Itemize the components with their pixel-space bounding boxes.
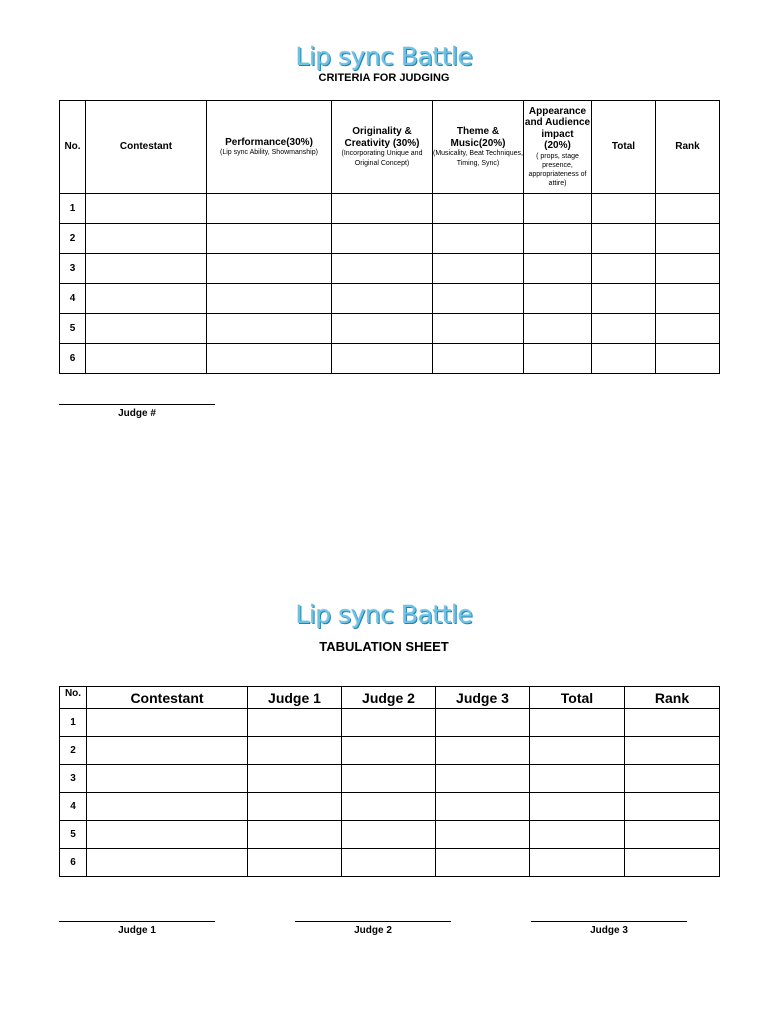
judge-1-cell[interactable]	[248, 765, 342, 793]
judge-2-signature	[295, 921, 451, 936]
signature-line[interactable]	[59, 921, 215, 922]
judge-3-cell[interactable]	[436, 765, 530, 793]
rank-cell[interactable]	[656, 254, 720, 284]
performance-score-cell[interactable]	[207, 344, 332, 374]
row-number: 5	[60, 821, 87, 849]
table-row	[60, 737, 720, 765]
judge-1-cell[interactable]	[248, 709, 342, 737]
signature-line[interactable]	[531, 921, 687, 922]
total-cell[interactable]	[530, 765, 625, 793]
rank-cell[interactable]	[656, 224, 720, 254]
signature-line[interactable]	[295, 921, 451, 922]
signature-label: Judge 3	[590, 925, 628, 936]
total-cell[interactable]	[530, 821, 625, 849]
rank-cell[interactable]	[656, 194, 720, 224]
row-number: 4	[60, 793, 87, 821]
rank-cell[interactable]	[656, 284, 720, 314]
col-header-rank: Rank	[625, 687, 720, 709]
col-header-no: No.	[60, 101, 86, 194]
judge-2-cell[interactable]	[342, 709, 436, 737]
rank-cell[interactable]	[625, 765, 720, 793]
col-header-no: No.	[60, 687, 87, 709]
col-header-total: Total	[530, 687, 625, 709]
contestant-cell[interactable]	[87, 765, 248, 793]
contestant-cell[interactable]	[86, 254, 207, 284]
col-header-judge-3: Judge 3	[436, 687, 530, 709]
judge-3-cell[interactable]	[436, 849, 530, 877]
row-number: 5	[60, 314, 86, 344]
total-cell[interactable]	[592, 344, 656, 374]
judge-2-cell[interactable]	[342, 737, 436, 765]
appearance-score-cell[interactable]	[524, 254, 592, 284]
total-cell[interactable]	[530, 849, 625, 877]
col-header-appearance	[524, 101, 592, 194]
col-header-originality	[332, 101, 433, 194]
tabulation-table	[59, 686, 720, 877]
row-number: 1	[60, 194, 86, 224]
tabulation-title: Lip sync Battle	[295, 600, 473, 629]
originality-score-cell[interactable]	[332, 254, 433, 284]
judge-3-cell[interactable]	[436, 793, 530, 821]
row-number: 2	[60, 737, 87, 765]
judge-1-cell[interactable]	[248, 849, 342, 877]
table-row	[60, 793, 720, 821]
appearance-score-cell[interactable]	[524, 194, 592, 224]
contestant-cell[interactable]	[86, 194, 207, 224]
row-number: 2	[60, 224, 86, 254]
contestant-cell[interactable]	[87, 709, 248, 737]
criteria-title: Lip sync Battle	[295, 42, 473, 71]
judge-3-signature	[531, 921, 687, 936]
total-cell[interactable]	[592, 194, 656, 224]
judge-1-cell[interactable]	[248, 793, 342, 821]
judge-2-cell[interactable]	[342, 849, 436, 877]
judge-2-cell[interactable]	[342, 793, 436, 821]
appearance-score-cell[interactable]	[524, 344, 592, 374]
table-row	[60, 849, 720, 877]
performance-description: (Lip sync Ability, Showmanship)	[220, 149, 318, 157]
criteria-table	[59, 100, 720, 374]
signature-label: Judge 1	[118, 925, 156, 936]
appearance-score-cell[interactable]	[524, 314, 592, 344]
contestant-cell[interactable]	[86, 344, 207, 374]
rank-cell[interactable]	[625, 821, 720, 849]
contestant-cell[interactable]	[87, 793, 248, 821]
theme-score-cell[interactable]	[433, 344, 524, 374]
col-header-total: Total	[592, 101, 656, 194]
table-row	[60, 344, 720, 374]
col-header-contestant: Contestant	[87, 687, 248, 709]
theme-score-cell[interactable]	[433, 254, 524, 284]
theme-score-cell[interactable]	[433, 224, 524, 254]
table-row	[60, 765, 720, 793]
criteria-header-row	[60, 101, 720, 194]
table-row	[60, 224, 720, 254]
row-number: 6	[60, 344, 86, 374]
judge-1-cell[interactable]	[248, 821, 342, 849]
row-number: 3	[60, 765, 87, 793]
criteria-subtitle: CRITERIA FOR JUDGING	[318, 72, 450, 84]
judge-3-cell[interactable]	[436, 737, 530, 765]
col-header-rank: Rank	[656, 101, 720, 194]
judge-signature	[59, 404, 215, 419]
appearance-percentage: (20%)	[544, 140, 571, 152]
appearance-score-cell[interactable]	[524, 284, 592, 314]
contestant-cell[interactable]	[87, 821, 248, 849]
rank-cell[interactable]	[625, 793, 720, 821]
col-header-judge-1: Judge 1	[248, 687, 342, 709]
judge-2-cell[interactable]	[342, 821, 436, 849]
originality-score-cell[interactable]	[332, 194, 433, 224]
judge-3-cell[interactable]	[436, 821, 530, 849]
contestant-cell[interactable]	[86, 284, 207, 314]
performance-score-cell[interactable]	[207, 284, 332, 314]
signature-line[interactable]	[59, 404, 215, 405]
appearance-score-cell[interactable]	[524, 224, 592, 254]
theme-score-cell[interactable]	[433, 314, 524, 344]
table-row	[60, 709, 720, 737]
judge-2-cell[interactable]	[342, 765, 436, 793]
total-cell[interactable]	[592, 224, 656, 254]
row-number: 6	[60, 849, 87, 877]
theme-score-cell[interactable]	[433, 194, 524, 224]
total-cell[interactable]	[530, 709, 625, 737]
originality-score-cell[interactable]	[332, 284, 433, 314]
total-cell[interactable]	[530, 737, 625, 765]
row-number: 4	[60, 284, 86, 314]
signature-label: Judge 2	[354, 925, 392, 936]
originality-score-cell[interactable]	[332, 224, 433, 254]
tabulation-header-row	[60, 687, 720, 709]
col-header-performance	[207, 101, 332, 194]
contestant-cell[interactable]	[86, 224, 207, 254]
total-cell[interactable]	[592, 284, 656, 314]
total-cell[interactable]	[592, 314, 656, 344]
col-header-theme	[433, 101, 524, 194]
theme-label: Theme & Music(20%)	[450, 126, 506, 149]
appearance-description: ( props, stage presence, appropriateness of attire)	[528, 152, 587, 188]
originality-description: (Incorporating Unique and Original Concept)	[341, 150, 423, 167]
judge-3-cell[interactable]	[436, 709, 530, 737]
performance-score-cell[interactable]	[207, 224, 332, 254]
originality-score-cell[interactable]	[332, 314, 433, 344]
col-header-contestant: Contestant	[86, 101, 207, 194]
table-row	[60, 194, 720, 224]
table-row	[60, 314, 720, 344]
rank-cell[interactable]	[656, 344, 720, 374]
rank-cell[interactable]	[625, 849, 720, 877]
contestant-cell[interactable]	[87, 737, 248, 765]
rank-cell[interactable]	[656, 314, 720, 344]
row-number: 1	[60, 709, 87, 737]
table-row	[60, 254, 720, 284]
rank-cell[interactable]	[625, 709, 720, 737]
theme-score-cell[interactable]	[433, 284, 524, 314]
performance-score-cell[interactable]	[207, 314, 332, 344]
originality-label: Originality & Creativity (30%)	[344, 126, 420, 149]
judge-1-signature	[59, 921, 215, 936]
contestant-cell[interactable]	[86, 314, 207, 344]
performance-label: Performance(30%)	[225, 136, 313, 148]
tabulation-subtitle: TABULATION SHEET	[319, 639, 449, 654]
table-row	[60, 821, 720, 849]
col-header-judge-2: Judge 2	[342, 687, 436, 709]
total-cell[interactable]	[592, 254, 656, 284]
originality-score-cell[interactable]	[332, 344, 433, 374]
contestant-cell[interactable]	[87, 849, 248, 877]
table-row	[60, 284, 720, 314]
performance-score-cell[interactable]	[207, 194, 332, 224]
total-cell[interactable]	[530, 793, 625, 821]
row-number: 3	[60, 254, 86, 284]
judge-1-cell[interactable]	[248, 737, 342, 765]
performance-score-cell[interactable]	[207, 254, 332, 284]
rank-cell[interactable]	[625, 737, 720, 765]
signature-label: Judge #	[118, 408, 156, 419]
theme-description: (Musicality, Beat Techniques, Timing, Sync)	[433, 150, 524, 167]
appearance-label: Appearance and Audience impact	[524, 105, 591, 140]
